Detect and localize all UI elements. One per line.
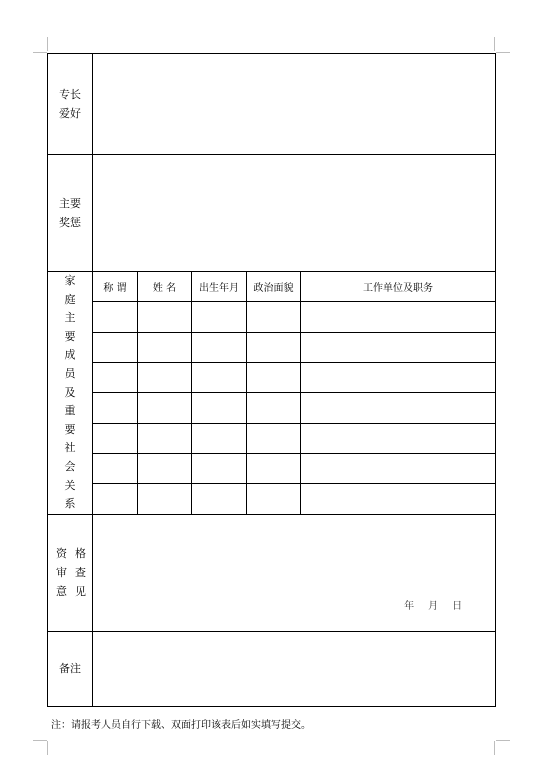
cell[interactable] (138, 423, 192, 453)
cell[interactable] (93, 423, 138, 453)
cell[interactable] (192, 332, 247, 362)
cell[interactable] (192, 393, 247, 423)
qualification-review-field[interactable] (93, 514, 496, 631)
header-political-status: 政治面貌 (247, 272, 301, 302)
header-title: 称 谓 (93, 272, 138, 302)
header-workplace-position: 工作单位及职务 (301, 272, 496, 302)
awards-label: 主要 奖惩 (48, 155, 93, 272)
family-member-row (48, 453, 496, 483)
remarks-row (48, 631, 496, 706)
qualification-row (48, 514, 496, 631)
cell[interactable] (93, 362, 138, 392)
cell[interactable] (247, 302, 301, 332)
cell[interactable] (138, 362, 192, 392)
cell[interactable] (138, 453, 192, 483)
family-relations-label: 家 庭 主 要 成 员 及 重 要 社 会 关 系 (48, 272, 93, 515)
cell[interactable] (192, 362, 247, 392)
cell[interactable] (247, 484, 301, 514)
qualification-review-label: 资 格 审 查 意 见 (48, 514, 93, 631)
cell[interactable] (301, 423, 496, 453)
family-member-row (48, 393, 496, 423)
cell[interactable] (247, 423, 301, 453)
cell[interactable] (93, 332, 138, 362)
awards-row (48, 155, 496, 272)
remarks-field[interactable] (93, 631, 496, 706)
cell[interactable] (192, 302, 247, 332)
header-name: 姓 名 (138, 272, 192, 302)
cell[interactable] (247, 362, 301, 392)
family-member-row (48, 332, 496, 362)
cell[interactable] (93, 302, 138, 332)
specialty-field[interactable] (93, 54, 496, 155)
crop-mark-top-left-v (47, 37, 48, 51)
cell[interactable] (93, 393, 138, 423)
remarks-label: 备注 (48, 631, 93, 706)
awards-field[interactable] (93, 155, 496, 272)
cell[interactable] (192, 453, 247, 483)
footnote: 注：请报考人员自行下载、双面打印该表后如实填写提交。 (51, 720, 311, 731)
crop-mark-bottom-right-v (494, 741, 495, 755)
cell[interactable] (192, 423, 247, 453)
specialty-row (48, 54, 496, 155)
crop-mark-top-right-v (494, 37, 495, 51)
cell[interactable] (138, 302, 192, 332)
cell[interactable] (192, 484, 247, 514)
crop-mark-top-right-h (496, 52, 510, 53)
crop-mark-bottom-left-v (47, 741, 48, 755)
cell[interactable] (301, 484, 496, 514)
cell[interactable] (138, 332, 192, 362)
crop-mark-top-left-h (33, 52, 47, 53)
header-birth-date: 出生年月 (192, 272, 247, 302)
crop-mark-bottom-right-h (496, 740, 510, 741)
cell[interactable] (301, 302, 496, 332)
crop-mark-bottom-left-h (33, 740, 47, 741)
cell[interactable] (301, 362, 496, 392)
family-header-row (48, 272, 496, 302)
cell[interactable] (93, 484, 138, 514)
cell[interactable] (138, 484, 192, 514)
family-member-row (48, 302, 496, 332)
cell[interactable] (301, 393, 496, 423)
cell[interactable] (247, 332, 301, 362)
family-member-row (48, 484, 496, 514)
cell[interactable] (301, 332, 496, 362)
family-member-row (48, 423, 496, 453)
specialty-label: 专长 爱好 (48, 54, 93, 155)
family-member-row (48, 362, 496, 392)
cell[interactable] (93, 453, 138, 483)
review-date: 年 月 日 (404, 600, 463, 612)
cell[interactable] (138, 393, 192, 423)
cell[interactable] (301, 453, 496, 483)
registration-form-table (47, 53, 496, 707)
cell[interactable] (247, 393, 301, 423)
cell[interactable] (247, 453, 301, 483)
